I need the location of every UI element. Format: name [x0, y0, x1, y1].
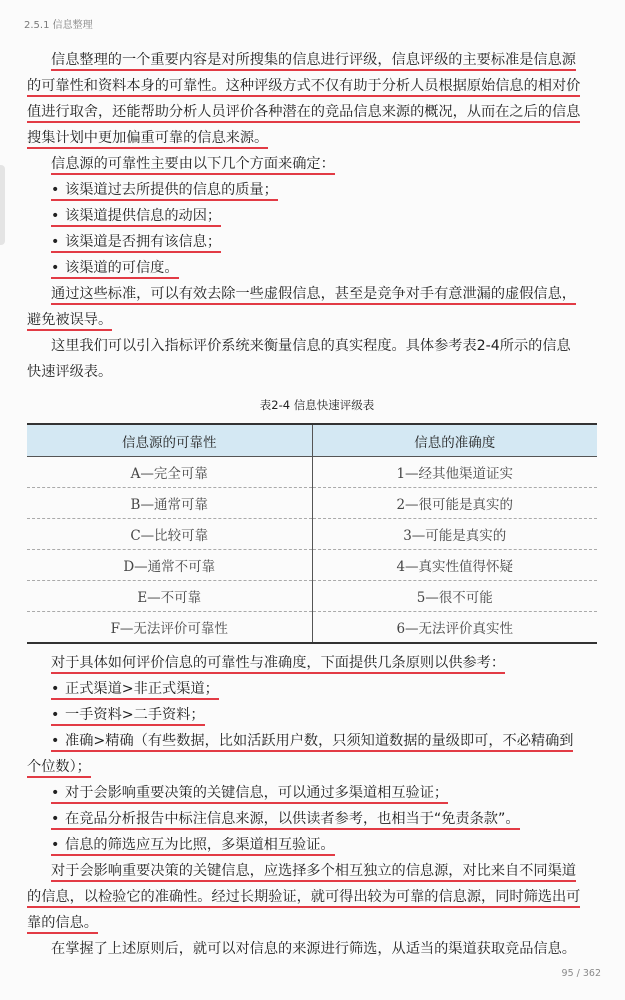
- table-cell: 1—经其他渠道证实: [312, 457, 597, 488]
- para6-line-3: 靠的信息。: [27, 910, 607, 936]
- para7: 在掌握了上述原则后，就可以对信息的来源进行筛选，从适当的渠道获取竞品信息。: [51, 941, 576, 957]
- column-header-accuracy: 信息的准确度: [312, 424, 597, 457]
- list-item-continuation: 个位数）；: [27, 754, 607, 780]
- para1-line-4: 搜集计划中更加偏重可靠的信息来源。: [27, 125, 607, 151]
- para3-line-2: 避免被误导。: [27, 307, 607, 333]
- para3-line-1: 通过这些标准，可以有效去除一些虚假信息，甚至是竞争对手有意泄漏的虚假信息，: [27, 281, 607, 307]
- table-row: [27, 488, 597, 519]
- table-cell: C—比较可靠: [27, 519, 312, 550]
- para1-line-3: 值进行取舍，还能帮助分析人员评价各种潜在的竞品信息来源的概况，从而在之后的信息: [27, 99, 607, 125]
- table-caption: 表2-4 信息快速评级表: [259, 398, 375, 412]
- para4-line-2: 快速评级表。: [27, 364, 113, 380]
- list-item: • 一手资料>二手资料；: [27, 702, 607, 728]
- list-item: • 在竞品分析报告中标注信息来源，以供读者参考，也相当于“免责条款”。: [27, 806, 607, 832]
- para4-line-1: 这里我们可以引入指标评价系统来衡量信息的真实程度。具体参考表2-4所示的信息: [51, 338, 571, 354]
- column-header-reliability: 信息源的可靠性: [27, 424, 312, 457]
- page-content: [27, 47, 607, 962]
- list-item: • 该渠道提供信息的动因；: [27, 203, 607, 229]
- table-header-row: [27, 424, 597, 457]
- table-cell: B—通常可靠: [27, 488, 312, 519]
- para6-line-1: 对于会影响重要决策的关键信息，应选择多个相互独立的信息源，对比来自不同渠道: [27, 858, 607, 884]
- para1-line-1: 信息整理的一个重要内容是对所搜集的信息进行评级，信息评级的主要标准是信息源: [27, 47, 607, 73]
- table-cell: 2—很可能是真实的: [312, 488, 597, 519]
- para1-line-2: 的可靠性和资料本身的可靠性。这种评级方式不仅有助于分析人员根据原始信息的相对价: [27, 73, 607, 99]
- side-panel-handle[interactable]: [0, 165, 5, 245]
- list-item: • 该渠道过去所提供的信息的质量；: [27, 177, 607, 203]
- running-header: 2.5.1 信息整理: [24, 20, 93, 31]
- page-number: 95 / 362: [561, 968, 601, 979]
- table-cell: A—完全可靠: [27, 457, 312, 488]
- table-row: [27, 581, 597, 612]
- table-cell: 3—可能是真实的: [312, 519, 597, 550]
- para6-line-2: 的信息，以检验它的准确性。经过长期验证，就可得出较为可靠的信息源，同时筛选出可: [27, 884, 607, 910]
- para5: 对于具体如何评价信息的可靠性与准确度，下面提供几条原则以供参考：: [27, 650, 607, 676]
- table-row: [27, 550, 597, 581]
- table-cell: F—无法评价可靠性: [27, 612, 312, 644]
- list-item: • 信息的筛选应互为比照，多渠道相互验证。: [27, 832, 607, 858]
- table-cell: 6—无法评价真实性: [396, 621, 514, 637]
- list-item: • 该渠道是否拥有该信息；: [27, 229, 607, 255]
- table-cell: D—通常不可靠: [27, 550, 312, 581]
- para2: 信息源的可靠性主要由以下几个方面来确定：: [27, 151, 607, 177]
- list-item: • 准确>精确（有些数据，比如活跃用户数，只须知道数据的量级即可，不必精确到: [27, 728, 607, 754]
- table-cell: E—不可靠: [27, 581, 312, 612]
- table-cell: 5—很不可能: [312, 581, 597, 612]
- list-item: • 该渠道的可信度。: [27, 255, 607, 281]
- table-cell: 4—真实性值得怀疑: [312, 550, 597, 581]
- rating-table: [27, 423, 597, 644]
- list-item: • 正式渠道>非正式渠道；: [27, 676, 607, 702]
- table-row: [27, 519, 597, 550]
- table-row: [27, 612, 597, 644]
- table-row: [27, 457, 597, 488]
- list-item: • 对于会影响重要决策的关键信息，可以通过多渠道相互验证；: [27, 780, 607, 806]
